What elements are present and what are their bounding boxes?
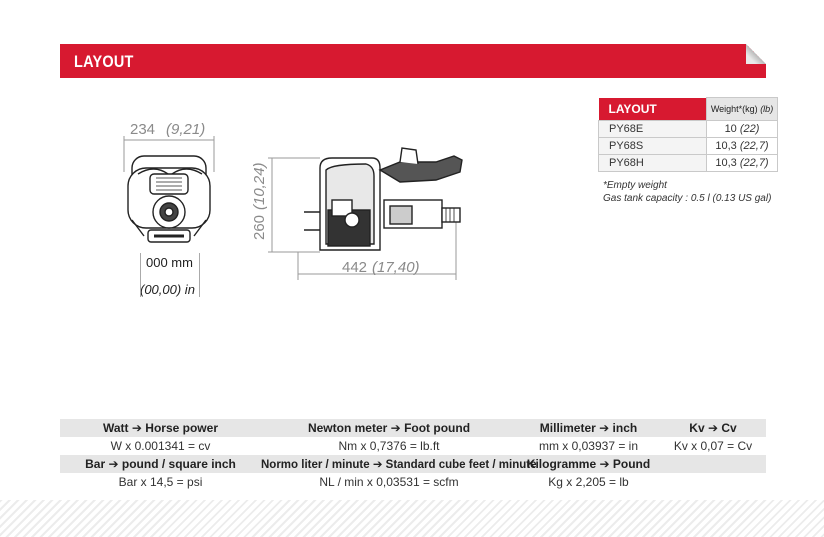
conversion-value-row-1 bbox=[60, 437, 766, 455]
side-view-drawing bbox=[240, 140, 480, 280]
front-box-mm: 000 mm bbox=[146, 255, 193, 270]
model-name: PY68H bbox=[599, 155, 707, 172]
model-name: PY68S bbox=[599, 138, 707, 155]
conv-head-newton: Newton meter ➔ Foot pound bbox=[307, 421, 471, 435]
front-engine-icon bbox=[128, 156, 210, 242]
weight-header-kg: Weight*(kg) bbox=[710, 104, 758, 114]
arrow-icon: ➔ bbox=[707, 421, 719, 435]
arrow-icon: ➔ bbox=[599, 421, 610, 435]
conversion-header-row-1 bbox=[60, 419, 766, 437]
arrow-icon: ➔ bbox=[390, 421, 401, 435]
weight-value: 10,3 (22,7) bbox=[707, 138, 778, 155]
weight-notes bbox=[603, 179, 771, 205]
conv-head-kilogramme: Kilogramme ➔ Pound bbox=[526, 457, 651, 471]
front-width-dim: 234 bbox=[130, 121, 156, 138]
model-name: PY68E bbox=[599, 121, 707, 138]
arrow-icon: ➔ bbox=[372, 459, 383, 471]
conversion-table bbox=[60, 419, 766, 491]
conv-value: W x 0.001341 = cv bbox=[110, 439, 211, 453]
height-dim: 260 bbox=[251, 214, 268, 240]
weight-value: 10,3 (22,7) bbox=[707, 155, 778, 172]
front-box-in: (00,00) in bbox=[140, 282, 195, 297]
conv-head-kv: Kv ➔ Cv bbox=[689, 421, 737, 435]
weight-value: 10 (22) bbox=[707, 121, 778, 138]
front-box-frame bbox=[140, 253, 200, 297]
arrow-icon: ➔ bbox=[131, 421, 142, 435]
conv-value: mm x 0,03937 = in bbox=[538, 439, 639, 453]
conv-head-bar: Bar ➔ pound / square inch bbox=[85, 457, 236, 471]
section-header-bar bbox=[60, 44, 766, 78]
conversion-value-row-2 bbox=[60, 473, 766, 491]
conversion-header-row-2 bbox=[60, 455, 766, 473]
side-machine-icon bbox=[304, 148, 462, 250]
conv-value: Nm x 0,7376 = lb.ft bbox=[338, 439, 440, 453]
length-dim: 442 bbox=[342, 259, 368, 276]
weight-header-lb: (lb) bbox=[760, 104, 774, 114]
height-dim-label bbox=[251, 162, 268, 240]
conv-value: NL / min x 0,03531 = scfm bbox=[319, 475, 459, 489]
arrow-icon: ➔ bbox=[599, 457, 610, 471]
conv-value: Kg x 2,205 = lb bbox=[548, 475, 629, 489]
table-row bbox=[599, 138, 778, 155]
height-dim-in: (10,24) bbox=[251, 162, 268, 210]
table-row bbox=[599, 121, 778, 138]
gas-tank-note: Gas tank capacity : 0.5 l (0.13 US gal) bbox=[603, 193, 772, 204]
footer-hatch-pattern bbox=[0, 500, 824, 537]
section-title: LAYOUT bbox=[74, 52, 134, 71]
table-row bbox=[599, 155, 778, 172]
length-dim-in: (17,40) bbox=[372, 259, 420, 276]
weight-table-header-weight bbox=[707, 98, 778, 121]
page-fold-cut bbox=[746, 44, 766, 64]
conv-value: Bar x 14,5 = psi bbox=[118, 475, 203, 489]
conv-value: Kv x 0,07 = Cv bbox=[673, 439, 753, 453]
front-width-dim-in: (9,21) bbox=[166, 121, 206, 138]
weight-table bbox=[598, 97, 778, 172]
empty-weight-note: *Empty weight bbox=[603, 180, 667, 191]
conv-head-millimeter: Millimeter ➔ inch bbox=[539, 421, 638, 435]
conv-head-watt: Watt ➔ Horse power bbox=[103, 421, 218, 435]
conv-head-normo: Normo liter / minute ➔ Standard cube feet / minute bbox=[261, 459, 537, 471]
weight-table-header-model: LAYOUT bbox=[599, 98, 707, 121]
arrow-icon: ➔ bbox=[108, 457, 119, 471]
